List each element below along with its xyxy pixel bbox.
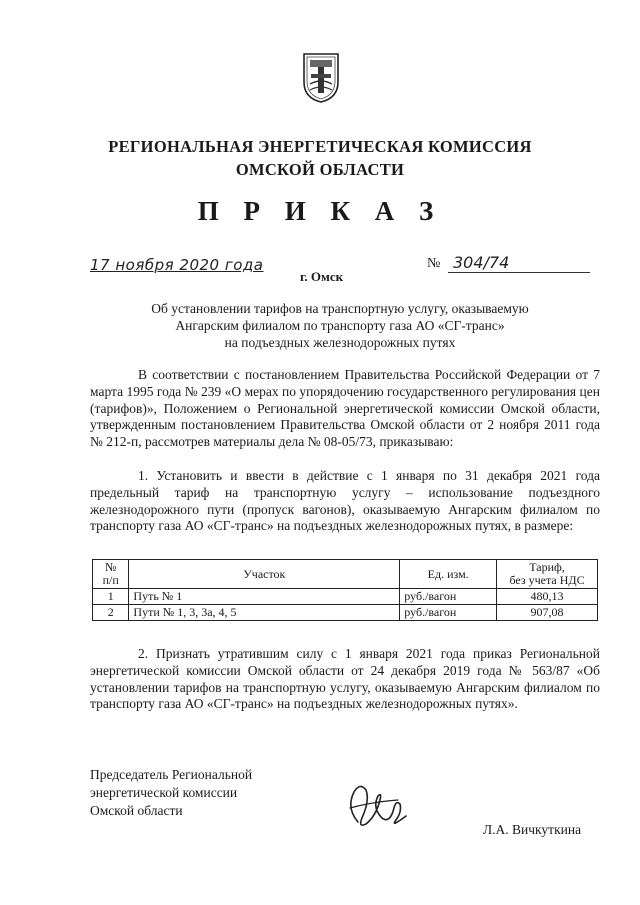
subject-line: Об установлении тарифов на транспортную услугу, оказываемую (151, 301, 529, 316)
org-name-line2: ОМСКОЙ ОБЛАСТИ (235, 160, 405, 179)
header-unit: Ед. изм. (400, 560, 497, 589)
table-row (93, 605, 598, 621)
row-tariff: 480,13 (497, 589, 598, 605)
row-unit: руб./вагон (400, 589, 497, 605)
table-header-row (93, 560, 598, 589)
subject-line: Ангарским филиалом по транспорту газа АО «СГ-транс» (175, 318, 505, 333)
header-num-line2: п/п (102, 573, 119, 587)
table-row (93, 589, 598, 605)
handwritten-signature (336, 778, 416, 834)
signatory-title-line: энергетической комиссии (90, 785, 238, 800)
signatory-name: Л.А. Вичкуткина (483, 822, 582, 837)
signatory-title-line: Омской области (90, 803, 183, 818)
document-type: П Р И К А З (197, 196, 443, 226)
row-site: Пути № 1, 3, 3а, 4, 5 (129, 605, 400, 621)
row-num: 2 (93, 605, 129, 621)
order-date: 17 ноября 2020 года (90, 256, 264, 274)
row-num: 1 (93, 589, 129, 605)
order-number-label: № (427, 256, 441, 271)
row-tariff: 907,08 (497, 605, 598, 621)
preamble-paragraph: В соответствии с постановлением Правительства Российской Федерации от 7 марта 1995 года № 239 «О мерах по упорядочению государственного регулирования цен (тарифов)», Положением о Региональной энергетической комиссии Омской области, утвержденным постановлением Правительства Омской области от 2 ноября 2011 года № 212-п, рассмотрев материалы дела № 08-05/73, приказываю: (90, 367, 600, 450)
order-number-underline (448, 272, 590, 273)
row-unit: руб./вагон (400, 605, 497, 621)
header-num-line1: № (104, 560, 117, 574)
item-2-paragraph: 2. Признать утратившим силу с 1 января 2021 года приказ Региональной энергетической комиссии Омской области от 24 декабря 2019 года № 563/87 «Об установлении тарифов на транспортную услугу, оказываемую Ангарским филиалом по транспорту газа АО «СГ-транс» на подъездных железнодорожных путях». (90, 646, 600, 712)
item-1-paragraph: 1. Установить и ввести в действие с 1 января по 31 декабря 2021 года предельный тариф на транспортную услугу – использование подъездного железнодорожного пути (пропуск вагонов), оказываемую Ангарским филиалом по транспорту газа АО «СГ-транс» на подъездных железнодорожных путях, в размере: (90, 468, 600, 534)
row-site: Путь № 1 (129, 589, 400, 605)
org-name-line1: РЕГИОНАЛЬНАЯ ЭНЕРГЕТИЧЕСКАЯ КОМИССИЯ (108, 137, 532, 156)
order-subject (90, 300, 590, 351)
signatory-title-line: Председатель Региональной (90, 767, 253, 782)
coat-of-arms-emblem (302, 52, 340, 104)
subject-line: на подъездных железнодорожных путях (224, 335, 456, 350)
header-site: Участок (129, 560, 400, 589)
header-num (93, 560, 129, 589)
header-tariff-line2: без учета НДС (509, 573, 585, 587)
city-label: г. Омск (300, 269, 344, 284)
header-tariff-line1: Тариф, (529, 560, 565, 574)
header-tariff (497, 560, 598, 589)
order-number: 304/74 (453, 253, 510, 272)
tariff-table (92, 559, 598, 621)
signatory-title (90, 766, 252, 820)
